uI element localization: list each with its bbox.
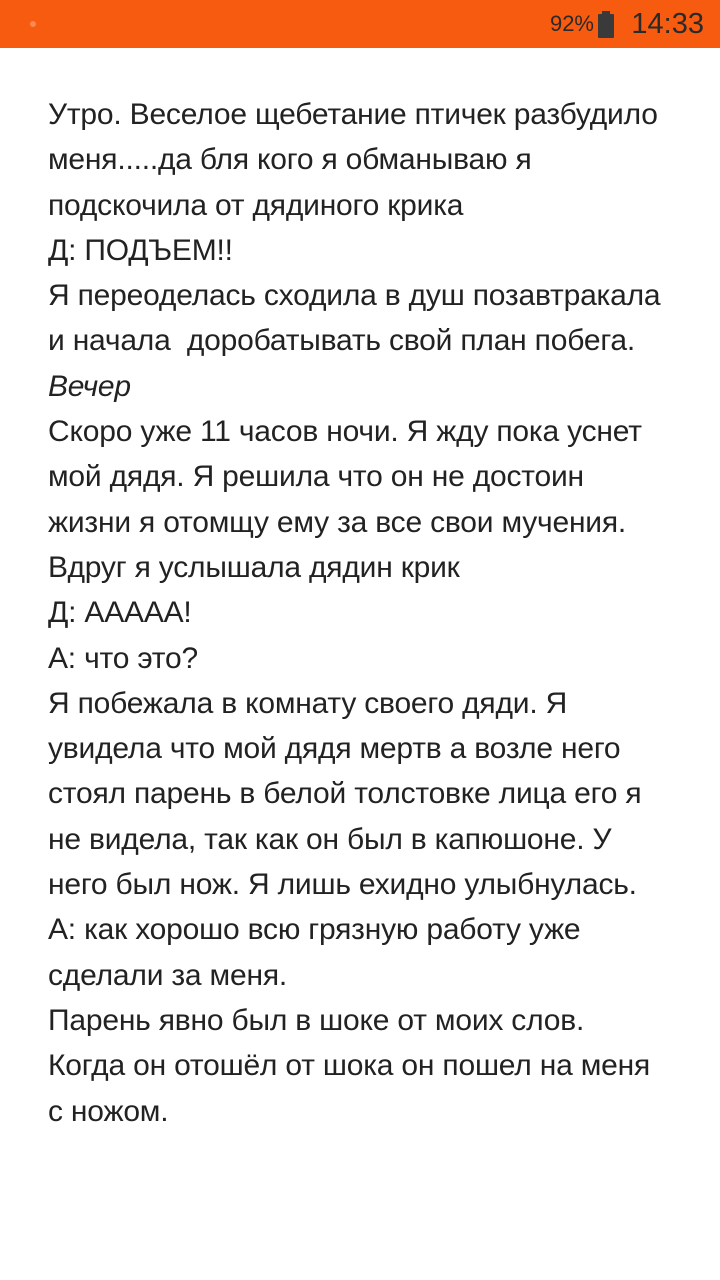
story-paragraph: А: что это? [48, 641, 198, 675]
story-paragraph: Д: ААААА! [48, 596, 192, 630]
story-paragraph: Д: ПОДЪЕМ!! [48, 233, 233, 267]
status-bar [0, 0, 720, 48]
battery-percent: 92% [549, 11, 594, 36]
story-paragraph: Парень явно был в шоке от моих слов. Когда он отошёл от шока он пошел на меня с ножом. [48, 1003, 659, 1128]
story-text [48, 92, 668, 1134]
story-paragraph: Скоро уже 11 часов ночи. Я жду пока уснет мой дядя. Я решила что он не достоин жизни я отомщу ему за все свои мучения. Вдруг я услышала дядин крик [48, 415, 650, 584]
clock: 14:33 [631, 8, 704, 40]
story-paragraph: Я побежала в комнату своего дяди. Я увидела что мой дядя мертв а возле него стоял парень в белой толстовке лица его я не видела, так как он был в капюшоне. У него был нож. Я лишь ехидно улыбнулась. [48, 686, 650, 902]
story-paragraph: А: как хорошо всю грязную работу уже сделали за меня. [48, 913, 589, 992]
notification-dot-icon [30, 21, 36, 27]
story-paragraph: Вечер [48, 369, 131, 403]
battery-icon [598, 11, 614, 38]
story-paragraph: Утро. Веселое щебетание птичек разбудило меня.....да бля кого я обманываю я подскочила от дядиного крика [48, 98, 666, 222]
story-paragraph: Я переоделась сходила в душ позавтракала и начала доробатывать свой план побега. [48, 279, 669, 358]
